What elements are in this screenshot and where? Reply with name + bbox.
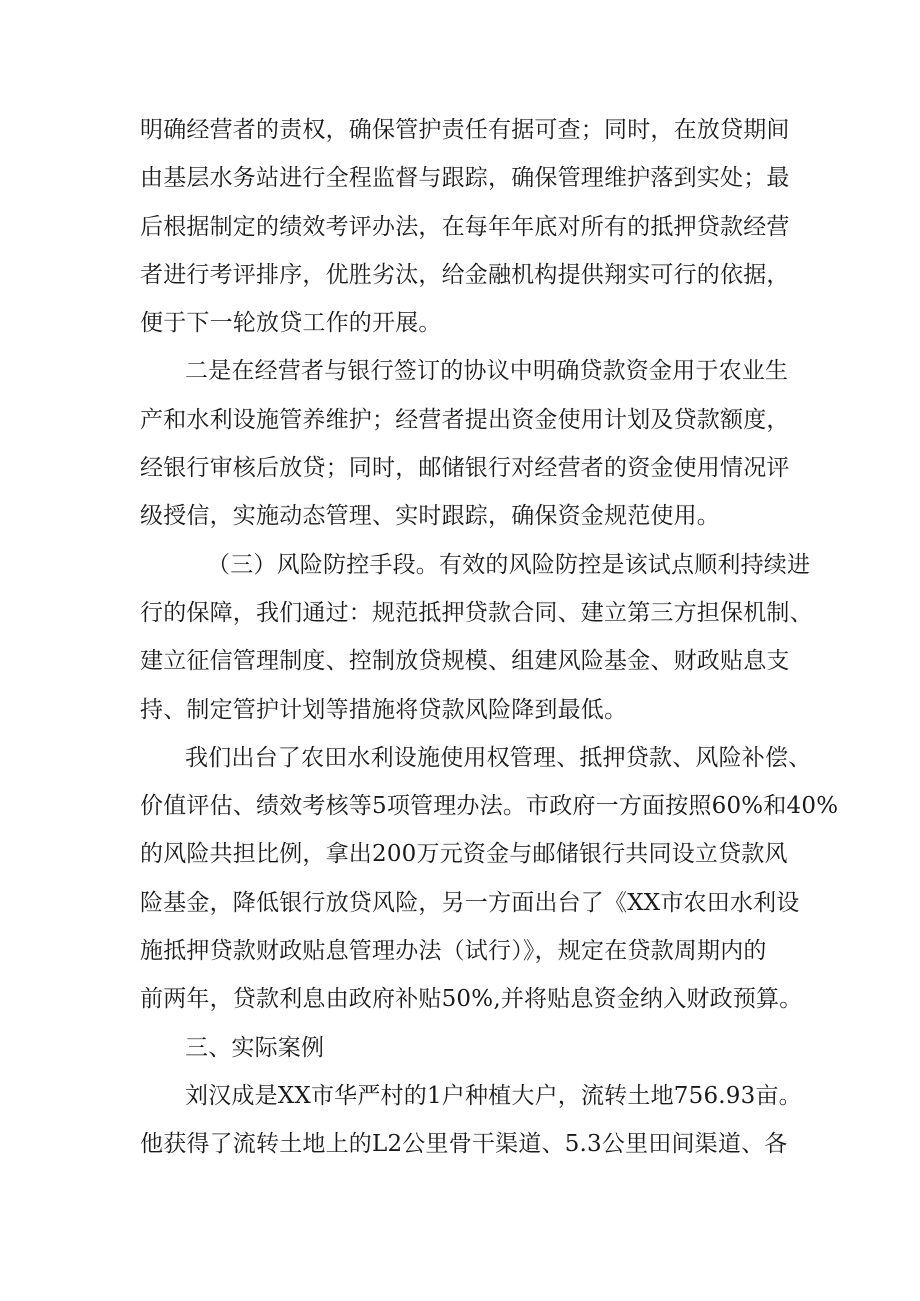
document-body	[140, 106, 839, 1169]
text-line: 持、制定管护计划等措施将贷款风险降到最低。	[140, 696, 628, 723]
text-line: 险基金，降低银行放贷风险，另一方面出台了《XX市农田水利设	[140, 889, 800, 916]
text-line: 三、实际案例	[185, 1034, 325, 1061]
text-line: 价值评估、绩效考核等5项管理办法。市政府一方面按照60%和40%	[140, 793, 839, 820]
text-line: 经银行审核后放贷；同时，邮储银行对经营者的资金使用情况评	[140, 455, 790, 482]
text-line: 施抵押贷款财政贴息管理办法（试行）》，规定在贷款周期内的	[140, 938, 767, 965]
text-line: （三）风险防控手段。有效的风险防控是该试点顺利持续进	[207, 551, 811, 578]
text-line: 级授信，实施动态管理、实时跟踪，确保资金规范使用。	[140, 503, 720, 530]
text-line: 者进行考评排序，优胜劣汰，给金融机构提供翔实可行的依据，	[140, 261, 790, 288]
text-line: 由基层水务站进行全程监督与跟踪，确保管理维护落到实处；最	[140, 165, 790, 192]
text-line: 便于下一轮放贷工作的开展。	[140, 310, 442, 337]
text-line: 二是在经营者与银行签订的协议中明确贷款资金用于农业生	[185, 358, 789, 385]
text-line: 刘汉成是XX市华严村的1户种植大户，流转土地756.93亩。	[185, 1082, 802, 1109]
text-line: 行的保障，我们通过：规范抵押贷款合同、建立第三方担保机制、	[140, 599, 813, 626]
text-line: 前两年，贷款利息由政府补贴50%,并将贴息资金纳入财政预算。	[140, 986, 803, 1013]
text-line: 明确经营者的责权，确保管护责任有据可查；同时，在放贷期间	[140, 117, 790, 143]
text-line: 建立征信管理制度、控制放贷规模、组建风险基金、财政贴息支	[140, 648, 790, 675]
text-line: 后根据制定的绩效考评办法，在每年年底对所有的抵押贷款经营	[140, 213, 790, 240]
text-line: 产和水利设施管养维护；经营者提出资金使用计划及贷款额度，	[140, 406, 790, 433]
text-line: 他获得了流转土地上的L2公里骨干渠道、5.3公里田间渠道、各	[140, 1131, 788, 1158]
text-line: 我们出台了农田水利设施使用权管理、抵押贷款、风险补偿、	[185, 744, 812, 771]
text-line: 的风险共担比例，拿出200万元资金与邮储银行共同设立贷款风	[140, 841, 788, 868]
